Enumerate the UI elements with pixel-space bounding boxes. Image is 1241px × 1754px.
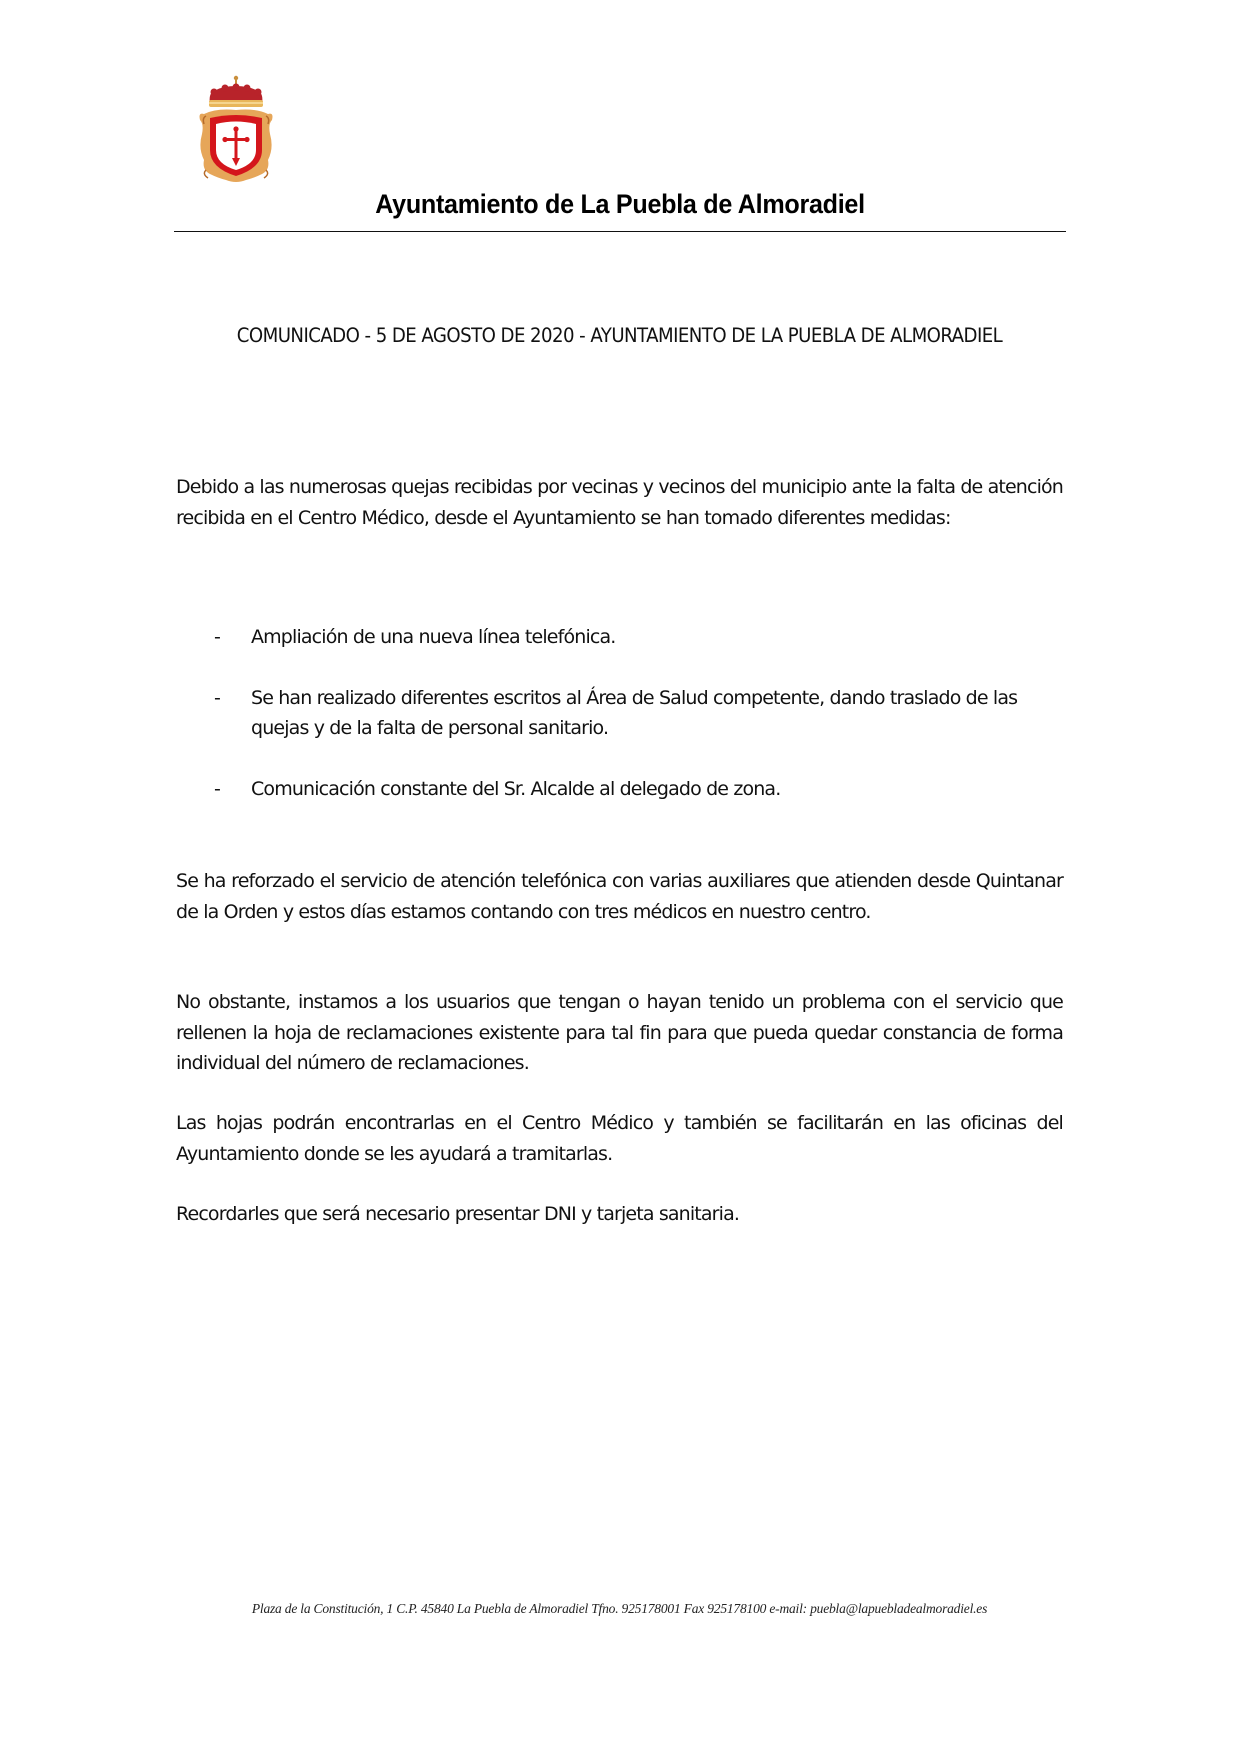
list-item-text: Se han realizado diferentes escritos al Área de Salud competente, dando traslado de las quejas y de la falta de personal sanitario. bbox=[251, 686, 1018, 739]
body-paragraph: Recordarles que será necesario presentar DNI y tarjeta sanitaria. bbox=[176, 1203, 740, 1225]
body-paragraph: Se ha reforzado el servicio de atención telefónica con varias auxiliares que atienden desde Quintanar de la Orden y estos días estamos contando con tres médicos en nuestro centro. bbox=[176, 870, 1063, 923]
body-paragraph: Las hojas podrán encontrarlas en el Centro Médico y también se facilitarán en las oficinas del Ayuntamiento donde se les ayudará a tramitarlas. bbox=[176, 1112, 1063, 1165]
bullet-dash: - bbox=[214, 626, 221, 648]
list-item bbox=[176, 622, 1063, 653]
coat-of-arms-icon bbox=[196, 74, 276, 186]
bullet-dash: - bbox=[214, 686, 221, 709]
list-item bbox=[176, 774, 1063, 805]
measures-list bbox=[176, 622, 1063, 834]
body-paragraph: No obstante, instamos a los usuarios que tengan o hayan tenido un problema con el servicio que rellenen la hoja de reclamaciones existente para tal fin para que pueda quedar constancia de forma individual del número de reclamaciones. bbox=[176, 991, 1063, 1074]
footer-contact: Plaza de la Constitución, 1 C.P. 45840 La Puebla de Almoradiel Tfno. 925178001 Fax 925178100 e-mail: puebla@lapuebladealmoradiel.es bbox=[251, 1601, 988, 1616]
list-item-text: Ampliación de una nueva línea telefónica. bbox=[251, 626, 616, 648]
intro-paragraph: Debido a las numerosas quejas recibidas por vecinas y vecinos del municipio ante la falta de atención recibida en el Centro Médico, desde el Ayuntamiento se han tomado diferentes medidas: bbox=[176, 476, 1063, 529]
organization-name: Ayuntamiento de La Puebla de Almoradiel bbox=[375, 189, 865, 219]
list-item-text: Comunicación constante del Sr. Alcalde al delegado de zona. bbox=[251, 777, 781, 800]
header-divider bbox=[174, 231, 1066, 232]
crown-icon bbox=[209, 76, 263, 107]
document-title: COMUNICADO - 5 DE AGOSTO DE 2020 - AYUNTAMIENTO DE LA PUEBLA DE ALMORADIEL bbox=[236, 324, 1003, 347]
bullet-dash: - bbox=[214, 777, 221, 800]
list-item bbox=[176, 683, 1063, 744]
